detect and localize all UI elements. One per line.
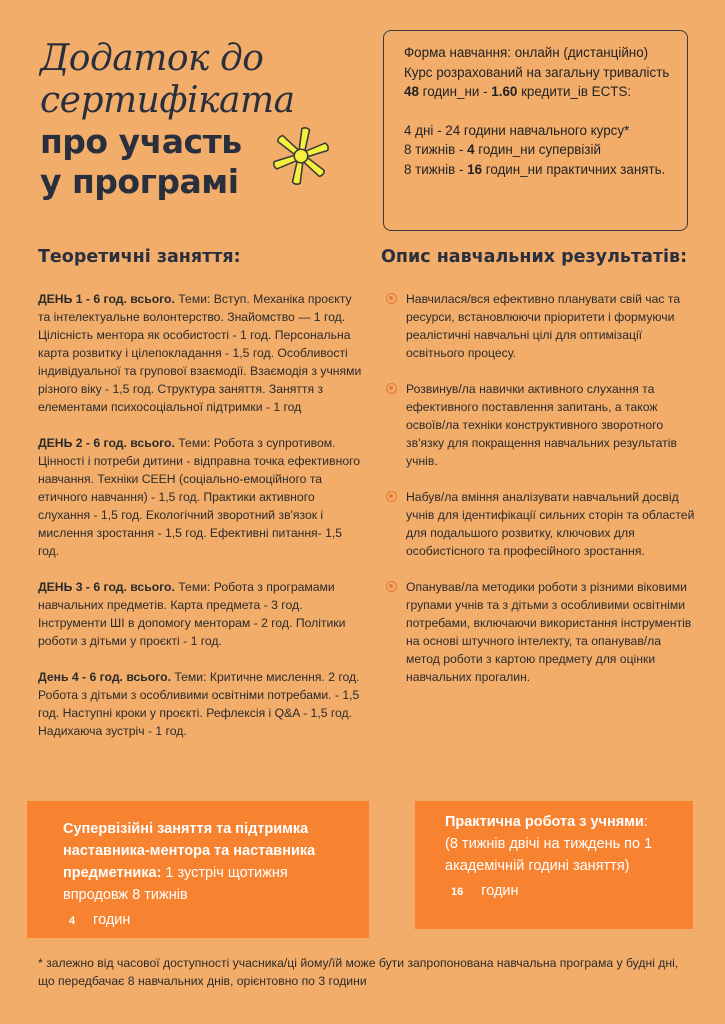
practice-heading: Практична робота з учнями: xyxy=(445,814,648,830)
supervision-card xyxy=(27,801,369,938)
results-title: Опис навчальних результатів: xyxy=(381,247,688,267)
day-4: День 4 - 6 год. всього. Теми: Критичне мислення. 2 год. Робота з дітьми з особливими освітніми потребами. - 1,5 год. Наступні кроки у проєкті. Рефлексія і Q&A - 1,5 год. Надихаюча зустріч - 1 год. xyxy=(38,670,360,738)
total-hours: 48 xyxy=(404,84,419,99)
ects-credits: 1.60 xyxy=(491,84,518,99)
supervision-text: Супервізійні заняття та підтримка наставника-ментора та наставника предметника: 1 зустріч щотижня впродовж 8 тижнів xyxy=(63,821,316,903)
day-3: ДЕНЬ 3 - 6 год. всього. Теми: Робота з програмами навчальних предметів. Карта предмета - 3 год. Інструменти ШІ в допомогу менторам - 2 год. Політики роботи з дітьми у проєкті - 1 год. xyxy=(38,580,346,648)
course-duration-text: Форма навчання: онлайн (дистанційно) Курс розрахований на загальну тривалість 48 годин_ни - 1.60 кредити_ів ECTS: xyxy=(404,45,670,99)
circle-bullet-icon xyxy=(386,293,397,304)
day-1: ДЕНЬ 1 - 6 год. всього. Теми: Вступ. Механіка проєкту та інтелектуальне волонтерство. Знайомство — 1 год. Цілісність ментора як особистості - 1 год. Персональна карта розвитку і цілепокладання - 1,5 год. Особливості індивідуальної та групової взаємодії. Взаємодія з учнями різного віку - 1,5 год. Структура заняття. Заняття з елементами психосоціальної підтримки - 1 год xyxy=(38,292,362,414)
circle-bullet-icon xyxy=(386,383,397,394)
course-info-box xyxy=(383,30,688,231)
day-2: ДЕНЬ 2 - 6 год. всього. Теми: Робота з супротивом. Цінності і потреби дитини - відправна точка ефективного навчання. Техніки СЕЕН (соціально-емоційного та етичного навчання) - 1,5 год. Практики активного слухання - 1,5 год. Екологічний зворотний зв'язок і мислення зростання - 1,5 год. Ефективні питання- 1,5 год. xyxy=(38,436,361,558)
theory-title: Теоретичні заняття: xyxy=(38,247,241,267)
practice-text: (8 тижнів двічі на тиждень по 1 академічній годині заняття) xyxy=(445,836,653,874)
title-line-3: про участь xyxy=(40,122,242,161)
circle-bullet-icon xyxy=(386,581,397,592)
result-item: Розвинув/ла навички активного слухання та ефективного поставлення запитань, а також освоїв/ла техніки конструктивного зворотного зв'язку для покращення навчальних результатів учнів. xyxy=(386,380,696,470)
practice-hours: 16 годин xyxy=(451,883,519,899)
course-item-days: 4 дні - 24 години навчального курсу* xyxy=(404,122,630,138)
practice-card xyxy=(415,801,693,929)
course-item-supervision: 8 тижнів - 4 годин_ни супервізій xyxy=(404,142,601,157)
result-item: Навчилася/вся ефективно планувати свій час та ресурси, встановлюючи пріоритети і формуючи реалістичні навчальні цілі для оптимізації освітнього процесу. xyxy=(386,290,696,362)
results-list xyxy=(386,290,696,686)
asterisk-flower-icon xyxy=(270,125,332,187)
circle-bullet-icon xyxy=(386,491,397,502)
supervision-hours: 4 годин xyxy=(69,912,131,928)
footnote: * залежно від часової доступності учасника/ці йому/їй може бути запропонована навчальна програма у будні дні, що передбачає 8 навчальних днів, орієнтовно по 3 години xyxy=(38,956,679,988)
course-item-practice: 8 тижнів - 16 годин_ни практичних занять. xyxy=(404,161,666,177)
title-line-1: Додаток до xyxy=(40,38,264,79)
result-item: Набув/ла вміння аналізувати навчальний досвід учнів для ідентифікації сильних сторін та областей для подальшого розвитку, ключових для особистісного та професійного зростання. xyxy=(386,488,696,560)
title-line-2: сертифіката xyxy=(40,80,295,121)
result-item: Опанував/ла методики роботи з різними віковими групами учнів та з дітьми з особливими освітніми потребами, включаючи використання інструментів на основі штучного інтелекту, та опанував/ла метод роботи з картою предмету для оцінки навчальних прогалин. xyxy=(386,578,696,686)
title-line-4: у програмі xyxy=(40,162,239,201)
theory-days xyxy=(38,290,364,758)
